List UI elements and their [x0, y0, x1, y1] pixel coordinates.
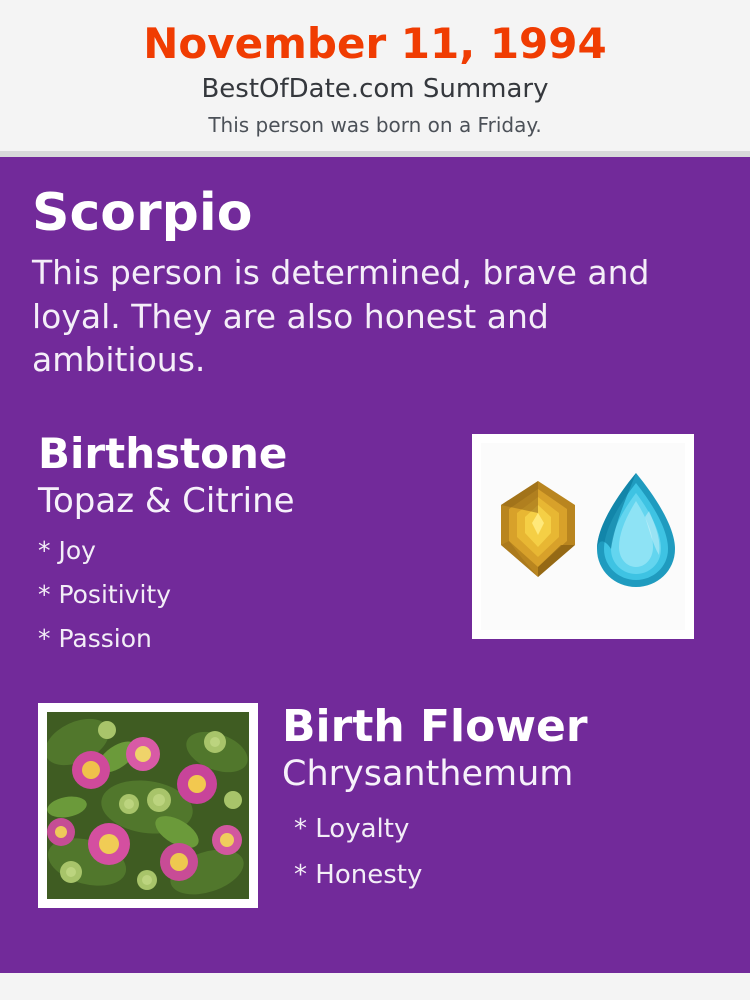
zodiac-section [0, 157, 750, 382]
zodiac-sign-description: This person is determined, brave and loyal. They are also honest and ambitious. [32, 252, 650, 380]
birth-flower-traits-list [282, 807, 730, 898]
blue-topaz-gem-icon [593, 471, 679, 589]
card-header [0, 0, 750, 151]
birth-flower-section [0, 700, 750, 923]
birthstone-photo [472, 434, 694, 639]
list-item: * Positivity [38, 580, 171, 610]
birthstone-photo-inner [481, 443, 685, 630]
birthstone-title: Birthstone [38, 429, 288, 479]
birth-flower-title: Birth Flower [282, 700, 588, 752]
birth-day-note: This person was born on a Friday. [208, 113, 542, 138]
birthstone-name: Topaz & Citrine [38, 480, 295, 521]
birth-flower-name: Chrysanthemum [282, 754, 574, 795]
birth-flower-text [282, 700, 750, 898]
birth-flower-photo [38, 703, 258, 908]
birthstone-section [0, 430, 750, 660]
chrysanthemum-photo-art [47, 712, 249, 899]
list-item: * Passion [38, 623, 152, 653]
zodiac-sign-name: Scorpio [32, 183, 253, 244]
site-summary-label: BestOfDate.com Summary [201, 74, 549, 105]
list-item: * Joy [38, 536, 96, 566]
citrine-gem-icon [491, 479, 585, 581]
list-item: * Honesty [294, 859, 423, 890]
birth-flower-photo-inner [47, 712, 249, 899]
page-title: November 11, 1994 [143, 19, 607, 68]
list-item: * Loyalty [294, 814, 410, 845]
details-panel [0, 157, 750, 973]
